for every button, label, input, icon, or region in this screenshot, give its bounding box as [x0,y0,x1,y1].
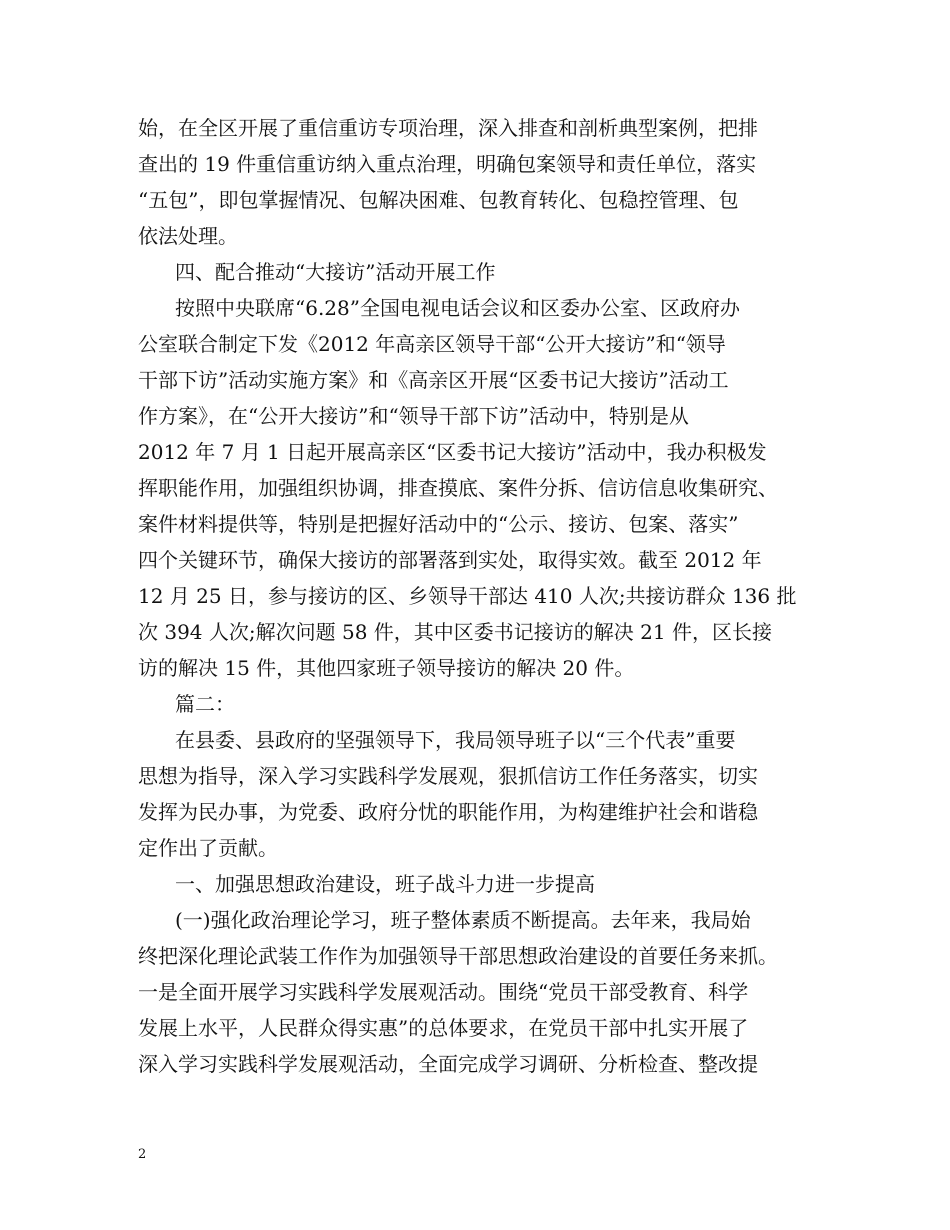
text-line: 在县委、县政府的坚强领导下，我局领导班子以“三个代表”重要 [175,728,736,752]
text-line: 终把深化理论武装工作作为加强领导干部思想政治建设的首要任务来抓。 [138,944,778,968]
text-line: 次 394 人次;解次问题 58 件，其中区委书记接访的解决 21 件，区长接 [138,620,772,644]
text-line: 一、加强思想政治建设，班子战斗力进一步提高 [175,872,595,896]
text-line: 四个关键环节，确保大接访的部署落到实处，取得实效。截至 2012 年 [138,548,762,572]
text-line: 挥职能作用，加强组织协调，排查摸底、案件分拆、信访信息收集研究、 [138,476,778,500]
text-line: 发挥为民办事，为党委、政府分忧的职能作用，为构建维护社会和谐稳 [138,800,758,824]
text-line: 案件材料提供等，特别是把握好活动中的“公示、接访、包案、落实” [138,512,739,536]
text-line: 一是全面开展学习实践科学发展观活动。围绕“党员干部受教育、科学 [138,980,749,1004]
page-number: 2 [138,1147,147,1162]
text-line: 四、配合推动“大接访”活动开展工作 [175,260,496,284]
text-line: 作方案》，在“公开大接访”和“领导干部下访”活动中，特别是从 [138,404,689,428]
text-line: 篇二： [175,692,235,716]
text-line: 始，在全区开展了重信重访专项治理，深入排查和剖析典型案例，把排 [138,116,758,140]
text-line: 深入学习实践科学发展观活动，全面完成学习调研、分析检查、整改提 [138,1052,758,1076]
text-line: “五包”，即包掌握情况、包解决困难、包教育转化、包稳控管理、包 [138,188,739,212]
text-line: 定作出了贡献。 [138,836,278,860]
text-line: 干部下访”活动实施方案》和《高亲区开展“区委书记大接访”活动工 [138,368,729,392]
text-line: 发展上水平，人民群众得实惠”的总体要求，在党员干部中扎实开展了 [138,1016,749,1040]
text-line: 查出的 19 件重信重访纳入重点治理，明确包案领导和责任单位，落实 [138,152,757,176]
text-line: 公室联合制定下发《2012 年高亲区领导干部“公开大接访”和“领导 [138,332,726,356]
text-line: 2012 年 7 月 1 日起开展高亲区“区委书记大接访”活动中，我办积极发 [138,440,767,464]
text-line: 访的解决 15 件，其他四家班子领导接访的解决 20 件。 [138,656,635,680]
text-line: 思想为指导，深入学习实践科学发展观，狠抓信访工作任务落实，切实 [138,764,758,788]
text-line: 依法处理。 [138,224,238,248]
text-line: 按照中央联席“6.28”全国电视电话会议和区委办公室、区政府办 [175,296,740,320]
text-line: (一)强化政治理论学习，班子整体素质不断提高。去年来，我局始 [175,908,751,932]
text-line: 12 月 25 日，参与接访的区、乡领导干部达 410 人次;共接访群众 136 批 [138,584,797,608]
body-text [138,110,822,1082]
